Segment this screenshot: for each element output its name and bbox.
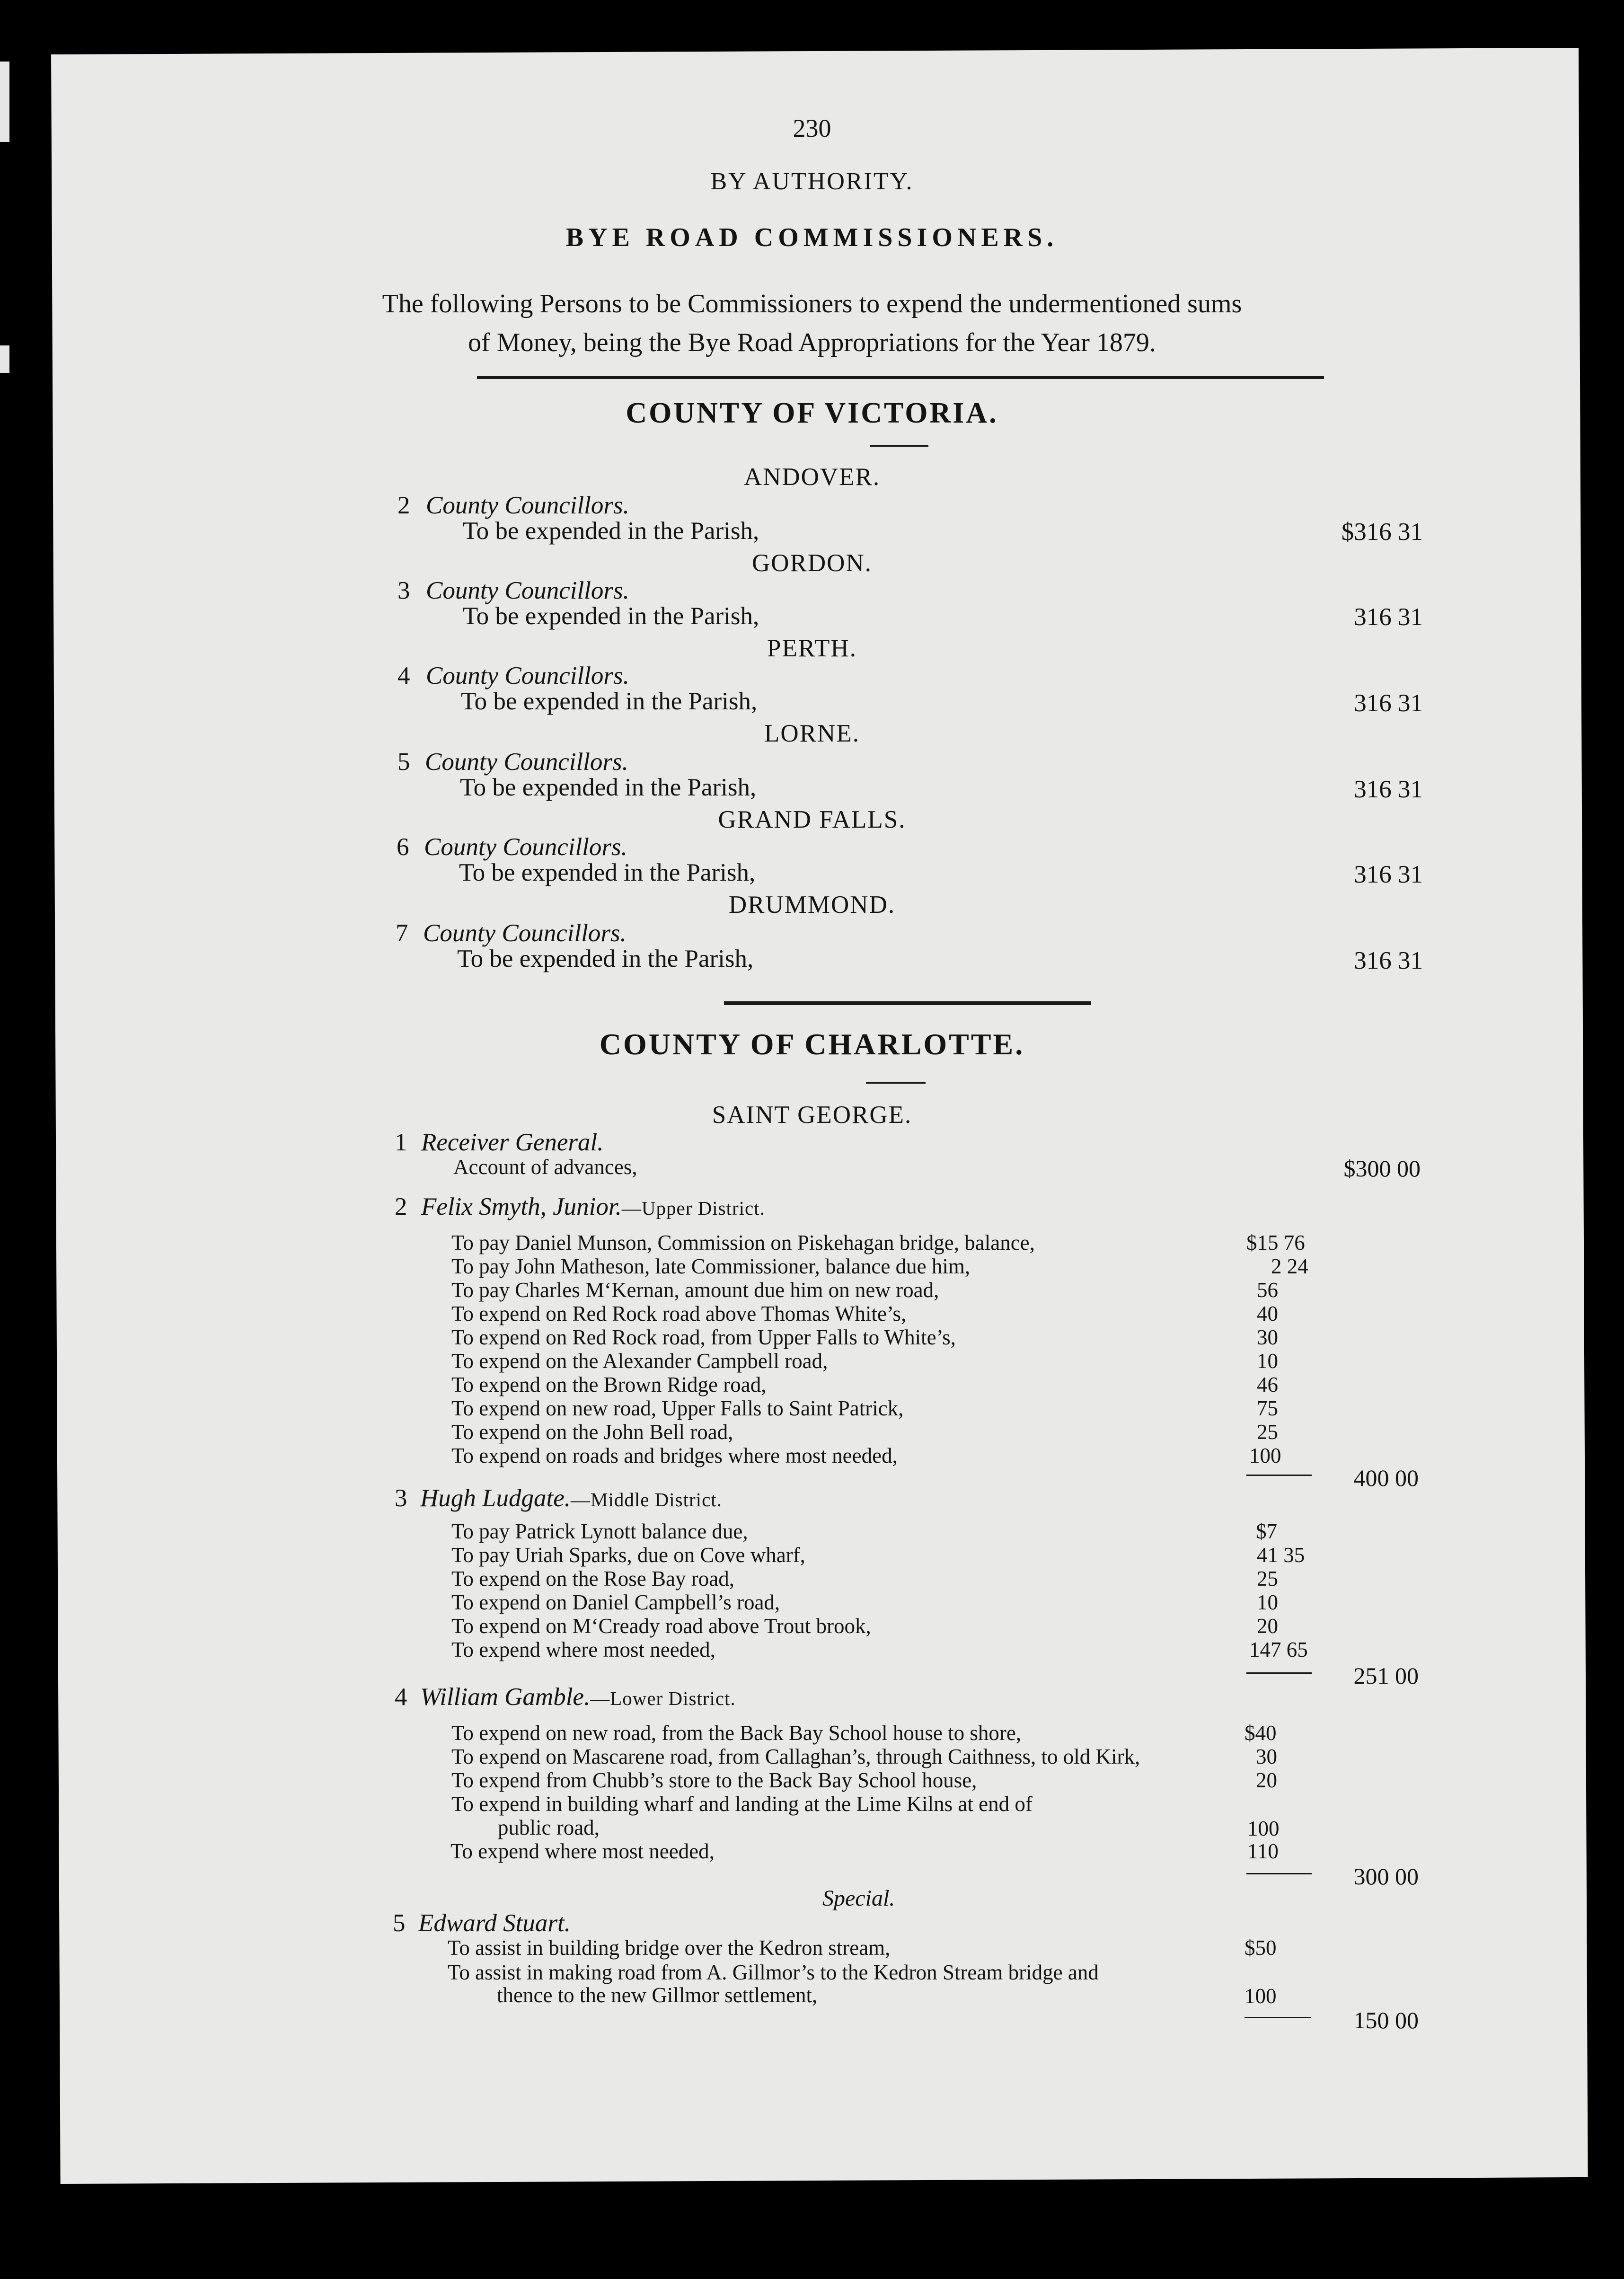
page-title: BYE ROAD COMMISSIONERS. — [565, 223, 1059, 252]
commissioner-name: Receiver General. — [421, 1129, 604, 1156]
line-item: To expend on Mascarene road, from Callaghan’s, through Caithness, to old Kirk, — [451, 1745, 1140, 1768]
entry-number: 7 — [396, 919, 408, 947]
parish-name: ANDOVER. — [743, 463, 881, 491]
line-item: To expend on new road, from the Back Bay School house to shore, — [451, 1721, 1022, 1745]
entry-number: 1 — [395, 1129, 407, 1156]
entry-number: 3 — [395, 1484, 407, 1512]
line-item: To pay Patrick Lynott balance due, — [451, 1519, 748, 1543]
line-amount: 2 24 — [1271, 1254, 1308, 1278]
line-item: To expend where most needed, — [451, 1638, 715, 1661]
entry-number: 3 — [397, 577, 410, 604]
line-amount: 110 — [1247, 1839, 1279, 1863]
entry-total: 150 00 — [1353, 2007, 1419, 2033]
line-amount: 100 — [1249, 1444, 1281, 1467]
subtotal-rule — [1246, 1475, 1312, 1476]
heading-rule — [477, 376, 1324, 379]
commissioner-name: Edward Stuart. — [418, 1909, 571, 1937]
line-amount: 100 — [1247, 1817, 1280, 1840]
parish-name: GRAND FALLS. — [718, 806, 906, 833]
line-item: To expend on new road, Upper Falls to Saint Patrick, — [451, 1396, 904, 1420]
entry-number: 2 — [395, 1193, 407, 1220]
line-item-continued: thence to the new Gillmor settlement, — [497, 1983, 818, 2007]
entry-total: 400 00 — [1353, 1465, 1419, 1491]
subtotal-rule — [1246, 1672, 1312, 1674]
parish-name: DRUMMOND. — [728, 891, 896, 919]
line-item: To expend where most needed, — [450, 1839, 715, 1863]
line-amount: 25 — [1257, 1420, 1278, 1444]
line-amount: $50 — [1244, 1936, 1277, 1960]
line-item-continued: public road, — [498, 1816, 600, 1839]
parish-name: SAINT GEORGE. — [712, 1101, 912, 1129]
parish-name: GORDON. — [752, 549, 872, 577]
line-amount: $15 76 — [1246, 1231, 1305, 1254]
page-number: 230 — [793, 114, 831, 142]
line-amount: 100 — [1244, 1984, 1277, 2008]
commissioner-name: County Councillors. — [424, 833, 627, 861]
entry-amount: 316 31 — [1354, 776, 1423, 803]
line-item: To assist in building bridge over the Kedron stream, — [448, 1936, 891, 1960]
line-item: To assist in making road from A. Gillmor’s to the Kedron Stream bridge and — [448, 1961, 1099, 1984]
commissioner-line — [420, 1484, 722, 1512]
line-item: To expend on the Alexander Campbell road, — [451, 1349, 828, 1373]
entry-total: 300 00 — [1353, 1863, 1419, 1890]
by-authority: BY AUTHORITY. — [710, 168, 914, 195]
parish-name: LORNE. — [764, 720, 860, 747]
commissioner-name: County Councillors. — [425, 748, 628, 776]
entry-total: 251 00 — [1353, 1662, 1419, 1689]
short-rule — [866, 1082, 926, 1084]
district-name: —Middle District. — [571, 1489, 722, 1510]
commissioner-name: County Councillors. — [426, 492, 629, 519]
commissioner-line — [421, 1192, 765, 1221]
line-amount: 46 — [1257, 1373, 1278, 1396]
section-rule — [724, 1001, 1091, 1005]
line-item: To expend on the Brown Ridge road, — [451, 1373, 767, 1396]
entry-amount: 316 31 — [1354, 603, 1423, 631]
commissioner-name: County Councillors. — [426, 662, 629, 689]
line-amount: 56 — [1257, 1278, 1278, 1302]
line-amount: 20 — [1256, 1768, 1277, 1792]
entry-description: To be expended in the Parish, — [460, 774, 757, 801]
line-item: To expend on the John Bell road, — [451, 1420, 733, 1444]
line-item: To expend on Daniel Campbell’s road, — [451, 1590, 780, 1614]
line-item: To expend on M‘Cready road above Trout brook, — [451, 1614, 871, 1638]
entry-number: 4 — [395, 1683, 407, 1711]
entry-description: To be expended in the Parish, — [459, 859, 756, 886]
subtotal-rule — [1246, 1873, 1312, 1874]
entry-description: To be expended in the Parish, — [457, 945, 754, 972]
line-item: To pay Charles M‘Kernan, amount due him on new road, — [451, 1278, 939, 1302]
short-rule — [870, 445, 928, 447]
special-heading: Special. — [822, 1886, 895, 1911]
line-item: To expend on Red Rock road, from Upper Falls to White’s, — [451, 1325, 956, 1349]
county-charlotte-heading: COUNTY OF CHARLOTTE. — [599, 1027, 1025, 1061]
entry-description: To be expended in the Parish, — [463, 517, 759, 545]
commissioner-line — [420, 1683, 736, 1711]
entry-amount: 316 31 — [1354, 689, 1423, 717]
line-item: To expend from Chubb’s store to the Back Bay School house, — [451, 1768, 977, 1792]
entry-number: 6 — [397, 833, 409, 861]
entry-amount: $316 31 — [1341, 518, 1423, 546]
entry-total: $300 00 — [1343, 1155, 1421, 1182]
entry-number: 2 — [397, 492, 410, 519]
entry-description: To be expended in the Parish, — [461, 688, 758, 715]
line-amount: 10 — [1257, 1349, 1278, 1373]
intro-line-1: The following Persons to be Commissioners to expend the undermentioned sums — [382, 289, 1242, 318]
commissioner-name: Hugh Ludgate. — [420, 1484, 571, 1512]
line-amount: 30 — [1257, 1325, 1278, 1349]
entry-description: Account of advances, — [453, 1155, 637, 1179]
line-amount: 25 — [1257, 1567, 1278, 1590]
entry-number: 4 — [397, 662, 410, 689]
line-amount: 20 — [1257, 1614, 1278, 1638]
district-name: —Lower District. — [590, 1687, 736, 1709]
entry-amount: 316 31 — [1354, 861, 1423, 888]
commissioner-name: William Gamble. — [420, 1683, 591, 1711]
commissioner-name: County Councillors. — [423, 919, 627, 947]
line-amount: 30 — [1256, 1745, 1277, 1768]
line-amount: 41 35 — [1257, 1543, 1305, 1567]
intro-line-2: of Money, being the Bye Road Appropriations for the Year 1879. — [468, 328, 1156, 357]
entry-number: 5 — [393, 1909, 406, 1937]
commissioner-name: County Councillors. — [426, 577, 629, 604]
line-item: To expend on the Rose Bay road, — [451, 1567, 734, 1590]
line-item: To pay Uriah Sparks, due on Cove wharf, — [451, 1543, 805, 1567]
subtotal-rule — [1244, 2017, 1311, 2018]
entry-description: To be expended in the Parish, — [463, 602, 759, 630]
line-amount: $7 — [1256, 1519, 1277, 1543]
line-item: To expend on roads and bridges where most needed, — [451, 1444, 898, 1467]
commissioner-name: Felix Smyth, Junior. — [421, 1193, 622, 1220]
line-amount: 40 — [1257, 1302, 1278, 1325]
line-amount: 147 65 — [1249, 1638, 1308, 1661]
line-item: To pay John Matheson, late Commissioner, balance due him, — [451, 1254, 971, 1278]
line-amount: 10 — [1257, 1590, 1278, 1614]
entry-amount: 316 31 — [1354, 947, 1423, 974]
line-amount: 75 — [1257, 1396, 1278, 1420]
county-victoria-heading: COUNTY OF VICTORIA. — [626, 397, 998, 429]
line-amount: $40 — [1244, 1721, 1277, 1745]
line-item: To expend on Red Rock road above Thomas White’s, — [451, 1302, 907, 1325]
district-name: —Upper District. — [621, 1197, 765, 1219]
entry-number: 5 — [397, 748, 410, 776]
line-item: To pay Daniel Munson, Commission on Piskehagan bridge, balance, — [451, 1231, 1035, 1254]
parish-name: PERTH. — [767, 635, 857, 662]
line-item: To expend in building wharf and landing at the Lime Kilns at end of — [451, 1792, 1033, 1816]
